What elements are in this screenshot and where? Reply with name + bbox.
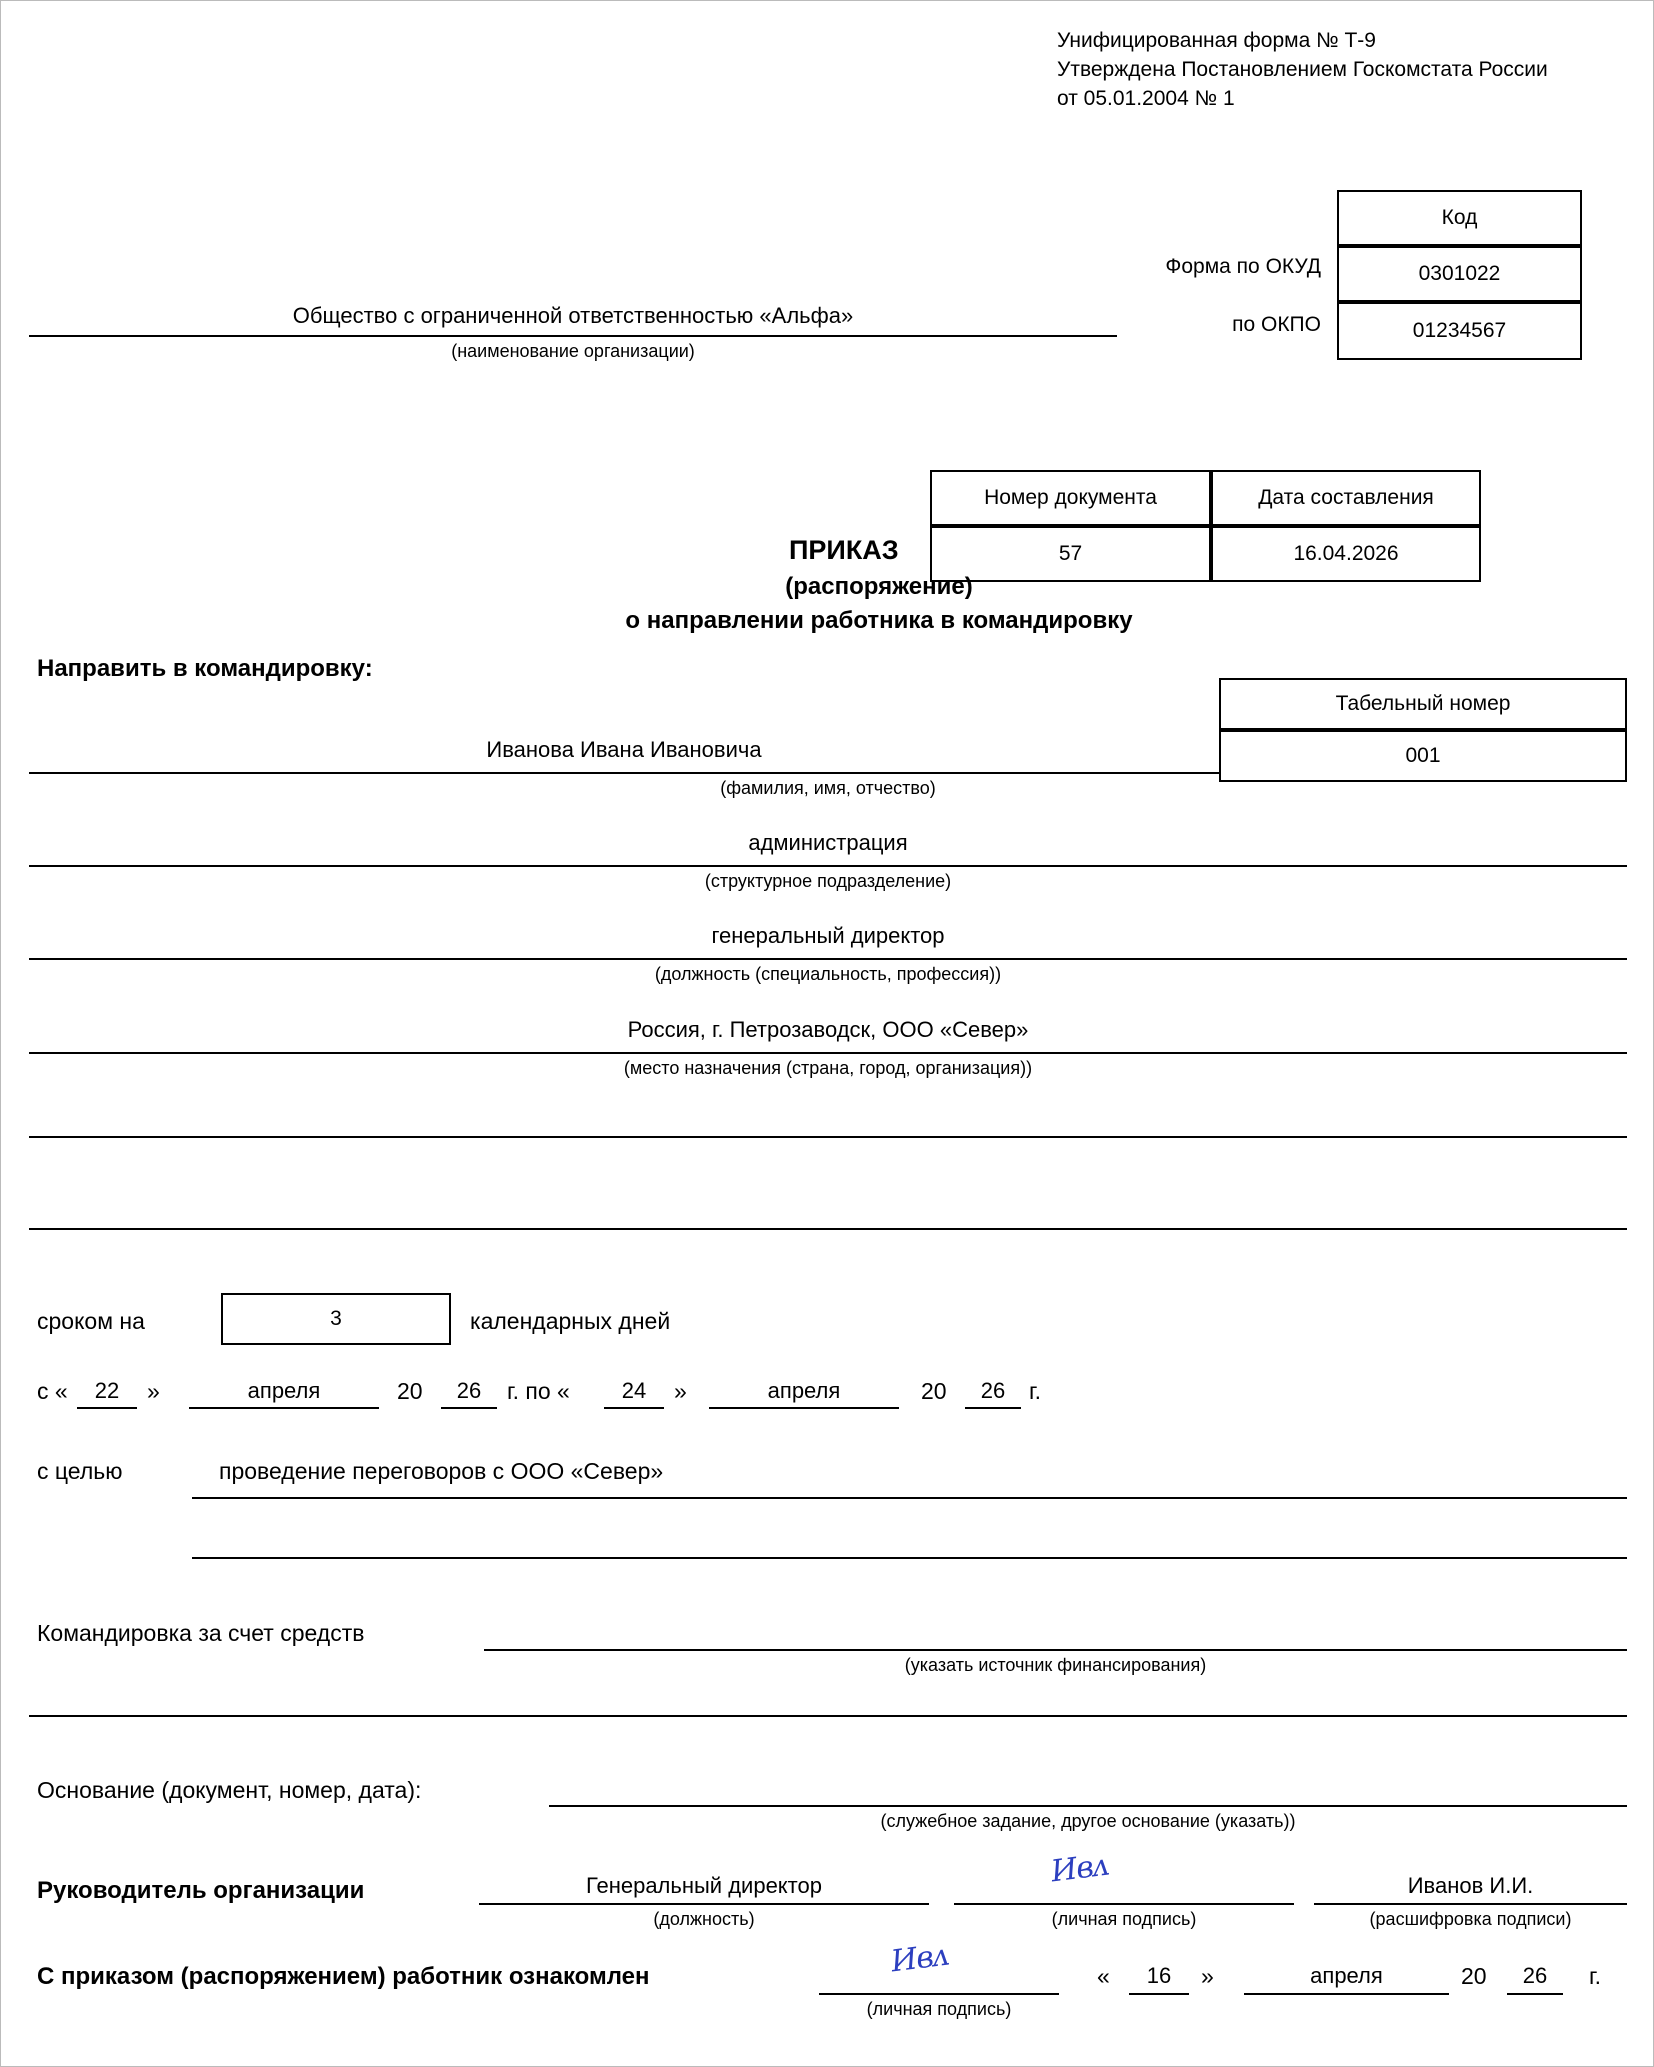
destination-caption: (место назначения (страна, город, организация)): [623, 1058, 1033, 1078]
term-to-prefix: г. по «: [507, 1378, 570, 1404]
term-from-year: 26: [456, 1378, 482, 1403]
purpose-value: проведение переговоров с ООО «Север»: [219, 1458, 664, 1484]
term-from-year-prefix: 20: [397, 1378, 423, 1404]
purpose-rule-2: [192, 1557, 1627, 1559]
term-to-g: г.: [1029, 1378, 1041, 1404]
funding-caption: (указать источник финансирования): [904, 1655, 1207, 1675]
organization-rule: [29, 335, 1117, 337]
acknowledgement-day: 16: [1146, 1963, 1172, 1988]
position-value: генеральный директор: [711, 923, 945, 948]
basis-label: Основание (документ, номер, дата):: [37, 1777, 422, 1803]
document-title: ПРИКАЗ: [789, 535, 899, 565]
form-header-line1: Унифицированная форма № Т-9: [1057, 29, 1376, 52]
head-position-caption: (должность): [653, 1909, 755, 1929]
department-caption: (структурное подразделение): [704, 871, 952, 891]
form-header-line3: от 05.01.2004 № 1: [1057, 87, 1235, 110]
acknowledgement-signature-rule: [819, 1993, 1059, 1995]
acknowledgement-year-rule: [1507, 1993, 1563, 1995]
okpo-value-cell: [1337, 302, 1582, 360]
doc-number-value: 57: [1058, 542, 1083, 565]
code-header-cell: [1337, 190, 1582, 246]
acknowledgement-month: апреля: [1310, 1963, 1383, 1988]
acknowledgement-quote-open: «: [1097, 1963, 1110, 1989]
term-from-quote-close: »: [147, 1378, 160, 1404]
term-days-value: 3: [330, 1307, 342, 1330]
term-from-day: 22: [94, 1378, 120, 1403]
term-to-year: 26: [980, 1378, 1006, 1403]
term-days-box: [221, 1293, 451, 1345]
destination-value: Россия, г. Петрозаводск, ООО «Север»: [627, 1017, 1029, 1042]
head-name-value: Иванов И.И.: [1407, 1873, 1534, 1898]
head-name-caption: (расшифровка подписи): [1369, 1909, 1572, 1929]
head-signature-rule: [954, 1903, 1294, 1905]
term-from-day-rule: [77, 1407, 137, 1409]
position-caption: (должность (специальность, профессия)): [654, 964, 1002, 984]
acknowledgement-label: С приказом (распоряжением) работник ознакомлен: [37, 1963, 650, 1990]
personnel-number-header-cell: [1219, 678, 1627, 730]
position-rule: [29, 958, 1627, 960]
employee-fio-rule: [29, 772, 1219, 774]
purpose-label: с целью: [37, 1458, 123, 1484]
doc-date-value-cell: [1211, 526, 1481, 582]
okud-value-cell: [1337, 246, 1582, 302]
organization-caption: (наименование организации): [451, 341, 695, 361]
okpo-value: 01234567: [1412, 319, 1507, 342]
doc-date-header: Дата составления: [1258, 486, 1434, 509]
term-days-suffix: календарных дней: [470, 1308, 671, 1334]
term-from-year-rule: [441, 1407, 497, 1409]
head-position-rule: [479, 1903, 929, 1905]
term-to-year-rule: [965, 1407, 1021, 1409]
term-to-day-rule: [604, 1407, 664, 1409]
term-from-month-rule: [189, 1407, 379, 1409]
acknowledgement-month-rule: [1244, 1993, 1449, 1995]
okpo-label: по ОКПО: [1232, 313, 1321, 336]
form-sheet: [29, 15, 1627, 2050]
basis-rule: [549, 1805, 1627, 1807]
acknowledgement-year-prefix: 20: [1461, 1963, 1487, 1989]
code-header-label: Код: [1441, 206, 1478, 229]
personnel-number-value: 001: [1405, 744, 1441, 767]
term-from-month: апреля: [247, 1378, 321, 1403]
destination-rule: [29, 1052, 1627, 1054]
department-value: администрация: [748, 830, 908, 855]
acknowledgement-signature-caption: (личная подпись): [866, 1999, 1012, 2019]
funding-rule-1: [484, 1649, 1627, 1651]
employee-fio-caption: (фамилия, имя, отчество): [720, 778, 936, 798]
document-subject: о направлении работника в командировку: [625, 607, 1133, 634]
send-label: Направить в командировку:: [37, 655, 373, 682]
doc-date-header-cell: [1211, 470, 1481, 526]
destination-rule-2: [29, 1136, 1627, 1138]
doc-number-header-cell: [930, 470, 1211, 526]
personnel-number-header: Табельный номер: [1335, 692, 1511, 715]
head-signature-caption: (личная подпись): [1051, 1909, 1197, 1929]
term-to-month-rule: [709, 1407, 899, 1409]
head-position-value: Генеральный директор: [586, 1873, 822, 1898]
purpose-rule-1: [192, 1497, 1627, 1499]
acknowledgement-quote-close: »: [1201, 1963, 1214, 1989]
acknowledgement-signature: Ивᴧ: [889, 1937, 951, 1980]
term-to-day: 24: [621, 1378, 647, 1403]
department-rule: [29, 865, 1627, 867]
term-to-year-prefix: 20: [921, 1378, 947, 1404]
head-label: Руководитель организации: [37, 1877, 365, 1904]
basis-caption: (служебное задание, другое основание (указать)): [880, 1811, 1296, 1831]
head-name-rule: [1314, 1903, 1627, 1905]
destination-rule-3: [29, 1228, 1627, 1230]
okud-value: 0301022: [1418, 262, 1501, 285]
okud-label: Форма по ОКУД: [1165, 255, 1321, 278]
term-to-month: апреля: [767, 1378, 841, 1403]
personnel-number-value-cell: [1219, 730, 1627, 782]
term-label: сроком на: [37, 1308, 145, 1334]
term-to-quote-close: »: [674, 1378, 687, 1404]
doc-date-value: 16.04.2026: [1293, 542, 1399, 565]
term-from-prefix: с «: [37, 1378, 68, 1404]
employee-fio: Иванова Ивана Ивановича: [486, 737, 762, 762]
form-header-line2: Утверждена Постановлением Госкомстата России: [1057, 58, 1548, 81]
funding-rule-2: [29, 1715, 1627, 1717]
acknowledgement-year: 26: [1522, 1963, 1548, 1988]
funding-label: Командировка за счет средств: [37, 1620, 365, 1646]
head-signature: Ивᴧ: [1049, 1847, 1111, 1890]
document-subtitle: (распоряжение): [785, 573, 973, 600]
acknowledgement-g: г.: [1589, 1963, 1601, 1989]
organization-name: Общество с ограниченной ответственностью «Альфа»: [292, 303, 854, 328]
doc-number-header: Номер документа: [984, 486, 1157, 509]
acknowledgement-day-rule: [1129, 1993, 1189, 1995]
